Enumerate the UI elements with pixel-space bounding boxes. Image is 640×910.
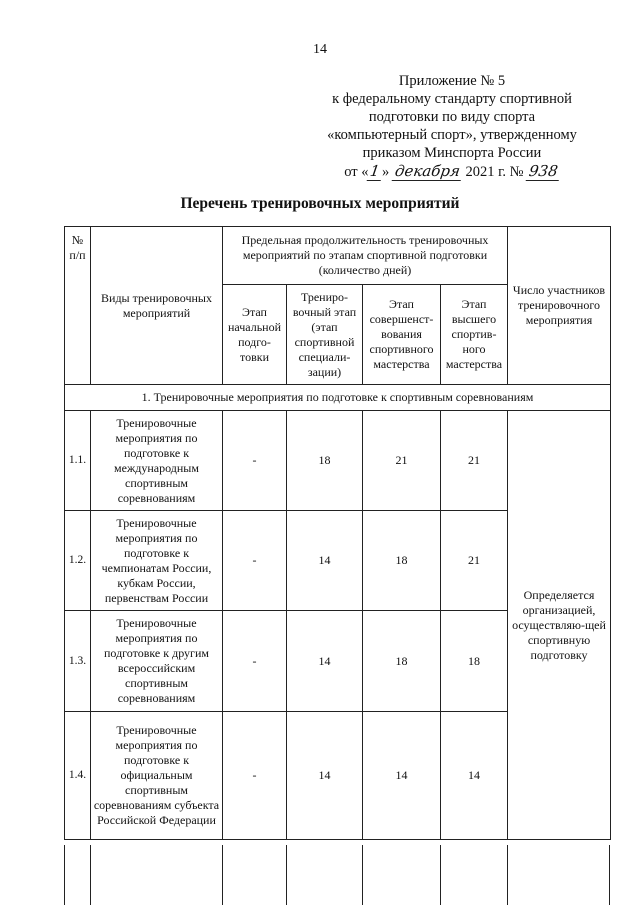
- appendix-line-4: «компьютерный спорт», утвержденному: [327, 127, 577, 143]
- date-prefix: от «: [344, 164, 369, 180]
- section-row: [65, 385, 611, 411]
- row-stage-2: 18: [287, 411, 363, 511]
- table-row: [65, 411, 611, 511]
- header-participants: Число участников тренировочного мероприятия: [508, 227, 611, 385]
- training-events-table: [64, 226, 611, 840]
- row-stage-2: 14: [287, 511, 363, 611]
- row-stage-1: -: [223, 411, 287, 511]
- handwritten-month: декабря: [392, 162, 464, 181]
- row-number: 1.3.: [65, 611, 91, 712]
- row-stage-3: 18: [363, 511, 441, 611]
- section-title: 1. Тренировочные мероприятия по подготовке к спортивным соревнованиям: [65, 385, 611, 411]
- header-stage-3: Этап совершенст-вования спортивного мастерства: [363, 285, 441, 385]
- row-name: Тренировочные мероприятия по подготовке к международным спортивным соревнованиям: [91, 411, 223, 511]
- appendix-line-5: приказом Минспорта России: [362, 145, 542, 161]
- row-name: Тренировочные мероприятия по подготовке к официальным спортивным соревнованиям субъекта Российской Федерации: [91, 712, 223, 840]
- page-number: 14: [313, 42, 327, 57]
- handwritten-order-number: 938: [526, 162, 561, 181]
- row-stage-3: 21: [363, 411, 441, 511]
- row-stage-4: 21: [441, 511, 508, 611]
- document-title: Перечень тренировочных мероприятий: [180, 195, 460, 212]
- row-number: 1.2.: [65, 511, 91, 611]
- row-stage-2: 14: [287, 611, 363, 712]
- row-stage-4: 14: [441, 712, 508, 840]
- row-stage-2: 14: [287, 712, 363, 840]
- row-name: Тренировочные мероприятия по подготовке к другим всероссийским спортивным соревнованиям: [91, 611, 223, 712]
- handwritten-day: 1: [367, 162, 383, 181]
- row-name: Тренировочные мероприятия по подготовке к чемпионатам России, кубкам России, первенствам России: [91, 511, 223, 611]
- header-duration-group: Предельная продолжительность тренировочных мероприятий по этапам спортивной подготовки (количество дней): [223, 227, 508, 285]
- row-number: 1.1.: [65, 411, 91, 511]
- participants-value: Определяется организацией, осуществляю-щей спортивную подготовку: [508, 411, 611, 840]
- row-stage-4: 18: [441, 611, 508, 712]
- header-stage-1: Этап начальной подго-товки: [223, 285, 287, 385]
- continuation-lines-graphic: [64, 845, 610, 905]
- appendix-line-3: подготовки по виду спорта: [368, 109, 536, 125]
- row-stage-1: -: [223, 511, 287, 611]
- header-row-1: [65, 227, 611, 285]
- header-stage-4: Этап высшего спортив-ного мастерства: [441, 285, 508, 385]
- appendix-line-1: Приложение № 5: [398, 73, 506, 89]
- header-type: Виды тренировочных мероприятий: [91, 227, 223, 385]
- date-mid: »: [382, 164, 390, 180]
- appendix-line-2: к федеральному стандарту спортивной: [332, 91, 572, 107]
- row-stage-1: -: [223, 611, 287, 712]
- row-stage-4: 21: [441, 411, 508, 511]
- row-stage-1: -: [223, 712, 287, 840]
- appendix-date-line: [302, 162, 602, 181]
- appendix-block: [302, 72, 602, 181]
- header-stage-2: Трениро-вочный этап (этап спортивной специали-зации): [287, 285, 363, 385]
- row-number: 1.4.: [65, 712, 91, 840]
- row-stage-3: 14: [363, 712, 441, 840]
- table-continuation-lines: [64, 845, 610, 905]
- date-year: 2021 г. №: [465, 164, 524, 180]
- header-num: № п/п: [65, 227, 91, 385]
- row-stage-3: 18: [363, 611, 441, 712]
